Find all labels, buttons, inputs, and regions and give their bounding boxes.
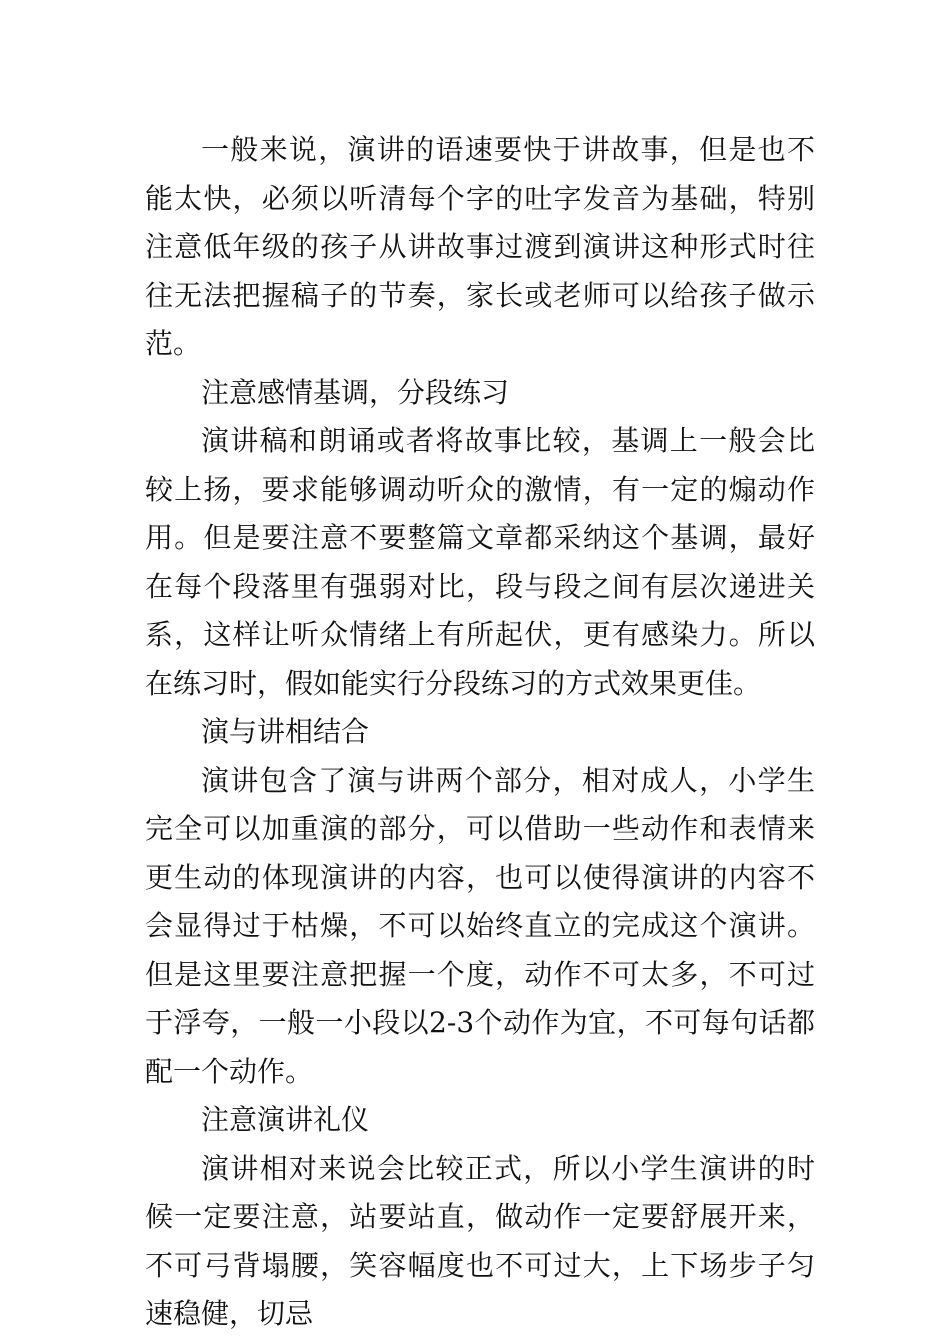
paragraph-act-and-speak: 演讲包含了演与讲两个部分，相对成人，小学生完全可以加重演的部分，可以借助一些动作和表情来更生动的体现演讲的内容，也可以使得演讲的内容不会显得过于枯燥，不可以始终直立的完成这个演讲。但是这里要注意把握一个度，动作不可太多，不可过于浮夸，一般一小段以2-3个动作为宜，不可每句话都配一个动作。	[145, 763, 815, 1088]
paragraph-emotion-tone: 演讲稿和朗诵或者将故事比较，基调上一般会比较上扬，要求能够调动听众的激情，有一定的煽动作用。但是要注意不要整篇文章都采纳这个基调，最好在每个段落里有强弱对比，段与段之间有层次递进关系，这样让听众情绪上有所起伏，更有感染力。所以在练习时，假如能实行分段练习的方式效果更佳。	[145, 424, 815, 700]
paragraph-speech-speed: 一般来说，演讲的语速要快于讲故事，但是也不能太快，必须以听清每个字的吐字发音为基础，特别注意低年级的孩子从讲故事过渡到演讲这种形式时往往无法把握稿子的节奏，家长或老师可以给孩子做示范。	[145, 133, 815, 360]
section-heading-etiquette: 注意演讲礼仪	[201, 1103, 370, 1136]
section-heading-emotion-tone: 注意感情基调，分段练习	[201, 375, 510, 409]
section-heading-act-and-speak: 演与讲相结合	[201, 715, 370, 748]
document-body	[145, 126, 815, 1339]
paragraph-etiquette: 演讲相对来说会比较正式，所以小学生演讲的时候一定要注意，站要站直，做动作一定要舒展开来，不可弓背塌腰，笑容幅度也不可过大，上下场步子匀速稳健，切忌	[145, 1151, 815, 1330]
